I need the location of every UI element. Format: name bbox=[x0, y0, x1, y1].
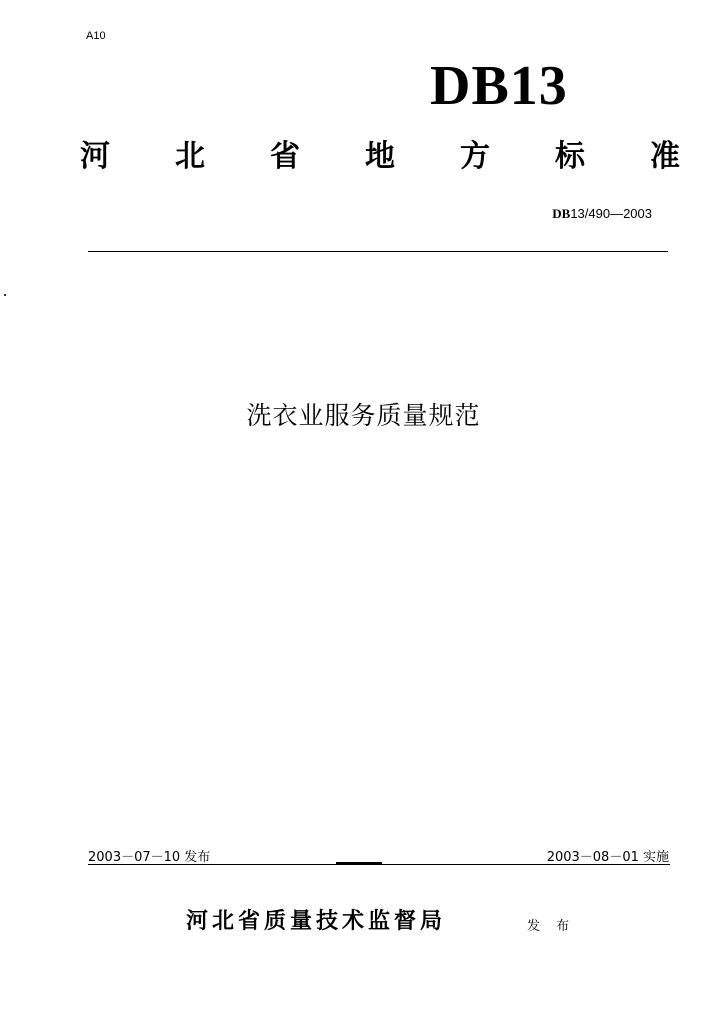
standard-number-prefix: DB bbox=[552, 206, 571, 221]
standard-type-char: 标 bbox=[555, 139, 585, 174]
standard-type-char: 方 bbox=[460, 139, 490, 174]
standard-type-char: 河 bbox=[80, 139, 110, 174]
footer-divider-accent bbox=[336, 862, 382, 864]
document-title: 洗衣业服务质量规范 bbox=[246, 401, 481, 430]
standard-number bbox=[552, 206, 652, 222]
header-divider bbox=[88, 251, 668, 252]
standard-type-char: 北 bbox=[175, 139, 205, 174]
issue-date: 2003－07－10 发布 bbox=[88, 850, 211, 865]
standard-type-char: 准 bbox=[650, 139, 680, 174]
db13-logo: DB13 bbox=[430, 55, 568, 117]
publisher-name: 河北省质量技术监督局 bbox=[186, 909, 447, 934]
scan-speck bbox=[4, 294, 6, 296]
standard-type-char: 地 bbox=[365, 139, 395, 174]
standard-number-rest: 13/490—2003 bbox=[570, 206, 652, 221]
classification-code: A10 bbox=[86, 30, 106, 42]
footer-divider bbox=[88, 864, 670, 865]
implementation-date: 2003－08－01 实施 bbox=[546, 850, 669, 865]
standard-type-heading bbox=[80, 139, 680, 174]
publish-label: 发 布 bbox=[527, 919, 576, 934]
standard-type-char: 省 bbox=[270, 139, 300, 174]
